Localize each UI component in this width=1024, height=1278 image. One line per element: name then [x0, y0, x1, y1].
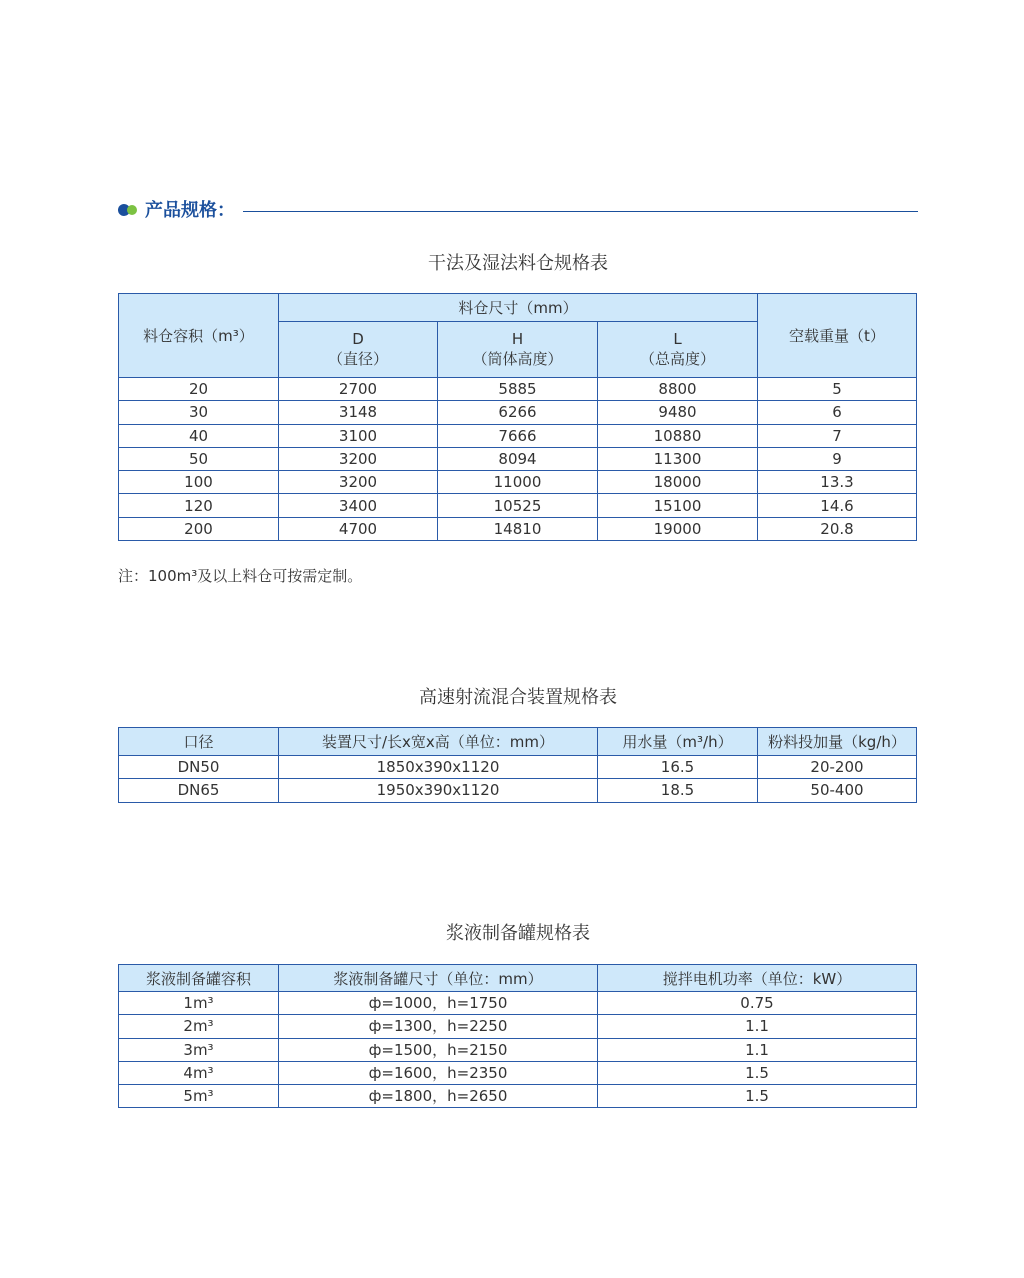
table-row: [119, 378, 917, 401]
table-cell: 15100: [598, 494, 758, 517]
tank-col-size: 浆液制备罐尺寸（单位：mm）: [279, 965, 598, 992]
mixer-col-size: 装置尺寸/长x宽x高（单位：mm）: [279, 728, 598, 756]
table-cell: ф=1500，h=2150: [279, 1038, 598, 1061]
table-cell: 5: [758, 378, 917, 401]
table-cell: 3400: [279, 494, 438, 517]
mixer-col-bore: 口径: [119, 728, 279, 756]
table-row: [119, 424, 917, 447]
table-cell: 1m³: [119, 992, 279, 1015]
table-cell: 9480: [598, 401, 758, 424]
section-divider: [243, 211, 918, 212]
table-row: [119, 1061, 917, 1084]
table-row: [119, 401, 917, 424]
table-cell: 1850x390x1120: [279, 756, 598, 779]
mixer-col-powder: 粉料投加量（kg/h）: [758, 728, 917, 756]
table-cell: 40: [119, 424, 279, 447]
tank-table-title: 浆液制备罐规格表: [446, 923, 590, 944]
table-cell: 19000: [598, 517, 758, 540]
table-cell: ф=1000，h=1750: [279, 992, 598, 1015]
mixer-table-title: 高速射流混合装置规格表: [419, 687, 617, 708]
table-cell: 3200: [279, 447, 438, 470]
table-cell: 30: [119, 401, 279, 424]
table-cell: 3100: [279, 424, 438, 447]
table-cell: 11000: [438, 471, 598, 494]
table-cell: 10880: [598, 424, 758, 447]
section-heading: [118, 198, 918, 224]
table-cell: DN50: [119, 756, 279, 779]
silo-col-h: H （筒体高度）: [438, 322, 598, 378]
tank-col-power: 搅拌电机功率（单位：kW）: [598, 965, 917, 992]
table-cell: 20.8: [758, 517, 917, 540]
silo-col-weight: 空载重量（t）: [758, 294, 917, 378]
table-cell: DN65: [119, 779, 279, 802]
table-cell: 1.5: [598, 1061, 917, 1084]
table-cell: ф=1600，h=2350: [279, 1061, 598, 1084]
table-cell: 20: [119, 378, 279, 401]
table-row: [119, 779, 917, 802]
table-cell: 2700: [279, 378, 438, 401]
table-cell: 6266: [438, 401, 598, 424]
silo-col-capacity: 料仓容积（m³）: [119, 294, 279, 378]
table-cell: 50-400: [758, 779, 917, 802]
table-row: [119, 1038, 917, 1061]
table-cell: 5885: [438, 378, 598, 401]
silo-table-title: 干法及湿法料仓规格表: [428, 253, 608, 274]
table-cell: 14.6: [758, 494, 917, 517]
table-cell: 9: [758, 447, 917, 470]
table-cell: 7666: [438, 424, 598, 447]
table-cell: 200: [119, 517, 279, 540]
table-cell: 6: [758, 401, 917, 424]
section-title: 产品规格：: [145, 200, 235, 221]
table-cell: 1.1: [598, 1038, 917, 1061]
silo-col-d: D （直径）: [279, 322, 438, 378]
table-cell: 100: [119, 471, 279, 494]
table-cell: 14810: [438, 517, 598, 540]
tank-col-volume: 浆液制备罐容积: [119, 965, 279, 992]
mixer-col-water: 用水量（m³/h）: [598, 728, 758, 756]
table-cell: 5m³: [119, 1085, 279, 1108]
table-cell: 0.75: [598, 992, 917, 1015]
table-row: [119, 517, 917, 540]
table-cell: 10525: [438, 494, 598, 517]
table-cell: 1.1: [598, 1015, 917, 1038]
table-cell: 3200: [279, 471, 438, 494]
silo-note: 注：100m³及以上料仓可按需定制。: [118, 567, 363, 585]
table-cell: 8800: [598, 378, 758, 401]
table-row: [119, 992, 917, 1015]
table-cell: 18000: [598, 471, 758, 494]
table-cell: ф=1800，h=2650: [279, 1085, 598, 1108]
table-row: [119, 1085, 917, 1108]
table-cell: 3148: [279, 401, 438, 424]
table-cell: 20-200: [758, 756, 917, 779]
table-cell: 120: [119, 494, 279, 517]
table-row: [119, 756, 917, 779]
silo-col-l: L （总高度）: [598, 322, 758, 378]
table-row: [119, 471, 917, 494]
table-row: [119, 1015, 917, 1038]
table-cell: 16.5: [598, 756, 758, 779]
tank-spec-table: [118, 964, 917, 1108]
mixer-spec-table: [118, 727, 917, 803]
table-cell: 2m³: [119, 1015, 279, 1038]
table-cell: 4700: [279, 517, 438, 540]
bullet-dots-icon: [118, 204, 140, 218]
table-row: [119, 447, 917, 470]
table-cell: 50: [119, 447, 279, 470]
table-cell: 1950x390x1120: [279, 779, 598, 802]
silo-spec-table: [118, 293, 917, 541]
table-cell: 4m³: [119, 1061, 279, 1084]
silo-col-size-group: 料仓尺寸（mm）: [279, 294, 758, 322]
table-cell: 3m³: [119, 1038, 279, 1061]
table-cell: 8094: [438, 447, 598, 470]
table-cell: 7: [758, 424, 917, 447]
table-cell: 11300: [598, 447, 758, 470]
table-cell: 18.5: [598, 779, 758, 802]
table-cell: ф=1300，h=2250: [279, 1015, 598, 1038]
table-row: [119, 494, 917, 517]
table-cell: 1.5: [598, 1085, 917, 1108]
table-cell: 13.3: [758, 471, 917, 494]
